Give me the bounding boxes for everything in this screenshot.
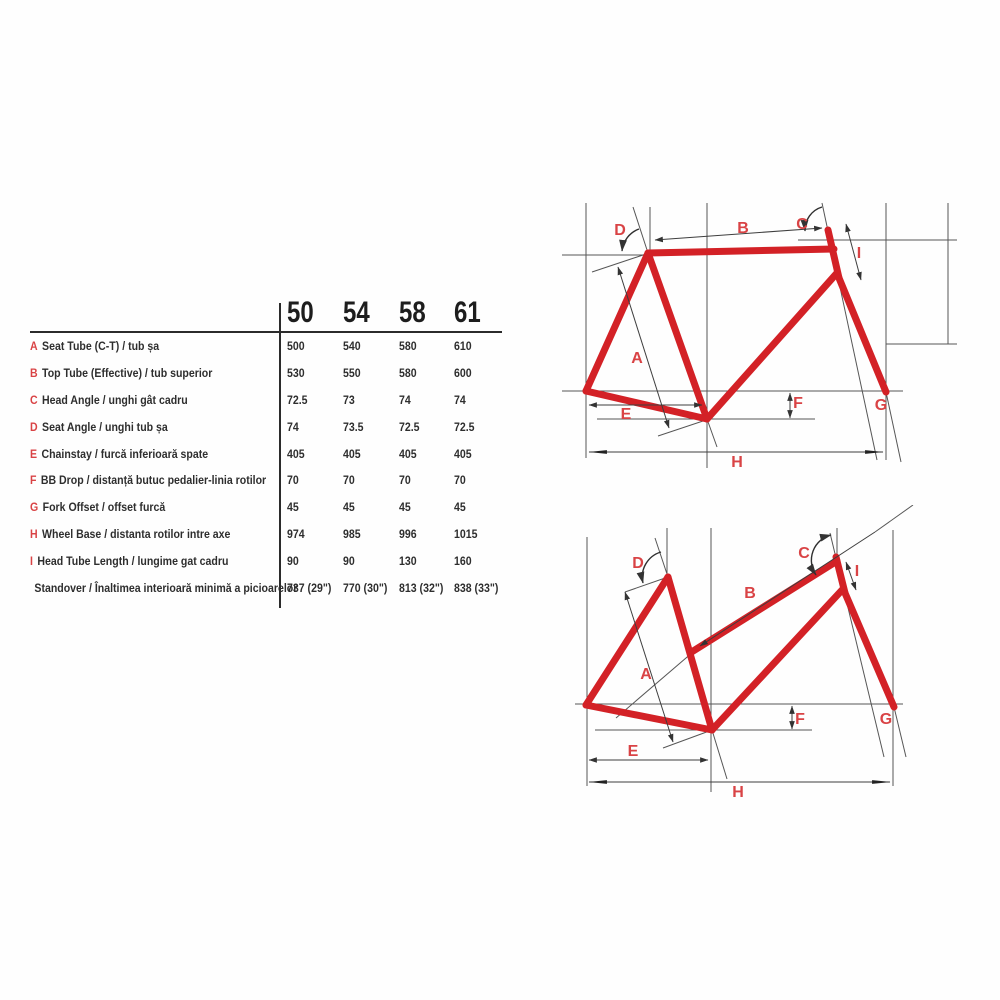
row-value: 770 (30")	[343, 580, 388, 595]
row-value: 72.5	[454, 419, 475, 434]
table-rows	[30, 333, 502, 601]
seat-angle-arc	[642, 552, 661, 583]
road-frame-diagram	[555, 195, 965, 480]
row-value: 530	[287, 366, 305, 381]
row-value: 540	[343, 339, 361, 354]
table-row	[30, 387, 502, 414]
row-value: 74	[287, 419, 299, 434]
table-row	[30, 574, 502, 601]
row-value: 73.5	[343, 419, 364, 434]
row-value: 73	[343, 392, 355, 407]
table-row	[30, 333, 502, 360]
row-letter: A	[30, 339, 38, 354]
row-value: 70	[343, 473, 355, 488]
fork-line	[839, 278, 886, 392]
down-tube-line	[712, 589, 843, 730]
row-value: 813 (32")	[399, 580, 444, 595]
fork-line	[845, 593, 894, 707]
row-label: Standover / Înaltimea interioară minimă a picioarelor	[34, 580, 298, 595]
table-row	[30, 521, 502, 548]
down-tube-line	[707, 273, 837, 419]
dim-label-seat-tube: A	[631, 350, 643, 367]
row-label: Chainstay / furcă inferioară spate	[41, 446, 209, 461]
table-header	[30, 298, 502, 330]
size-column-header: 61	[454, 296, 481, 329]
row-letter: F	[30, 473, 37, 488]
row-label: Wheel Base / distanta rotilor intre axe	[42, 526, 231, 541]
dim-label-bb-drop: F	[795, 711, 805, 728]
row-value: 74	[454, 392, 466, 407]
table-row	[30, 440, 502, 467]
row-letter: B	[30, 366, 38, 381]
row-value: 74	[399, 392, 411, 407]
dim-label-bb-drop: F	[793, 395, 803, 412]
dim-label-seat-angle: D	[632, 555, 644, 572]
row-value: 985	[343, 526, 361, 541]
seat-tube-line	[648, 253, 707, 419]
table-row	[30, 467, 502, 494]
dim-label-top-tube: B	[737, 220, 749, 237]
row-value: 580	[399, 366, 417, 381]
row-value: 996	[399, 526, 417, 541]
row-value: 550	[343, 366, 361, 381]
row-value: 72.5	[287, 392, 308, 407]
row-value: 70	[399, 473, 411, 488]
row-letter: D	[30, 419, 38, 434]
head-tube-line	[828, 230, 839, 278]
row-value: 405	[287, 446, 305, 461]
dim-label-head-tube: I	[856, 245, 862, 262]
top-tube-line	[648, 249, 834, 253]
row-label: BB Drop / distanță butuc pedalier-linia rotilor	[40, 473, 267, 488]
dim-label-chainstay: E	[627, 743, 639, 760]
size-column-header: 50	[287, 296, 314, 329]
row-value: 70	[287, 473, 299, 488]
row-value: 70	[454, 473, 466, 488]
row-letter: I	[30, 553, 33, 568]
dim-label-fork-offset: G	[879, 711, 893, 728]
row-value: 405	[454, 446, 472, 461]
row-value: 160	[454, 553, 472, 568]
row-value: 405	[343, 446, 361, 461]
row-letter: H	[30, 526, 38, 541]
dim-label-head-angle: C	[798, 545, 810, 562]
dim-label-top-tube: B	[744, 585, 756, 602]
row-value: 1015	[454, 526, 478, 541]
top-tube-line	[690, 561, 837, 653]
dim-label-seat-tube: A	[640, 666, 652, 683]
row-label: Top Tube (Effective) / tub superior	[42, 366, 213, 381]
construction-lines	[562, 203, 957, 468]
row-value: 580	[399, 339, 417, 354]
row-label: Fork Offset / offset furcă	[42, 500, 166, 515]
dim-label-head-angle: C	[796, 216, 808, 233]
dim-label-seat-angle: D	[614, 222, 626, 239]
chainstay-line	[586, 705, 712, 730]
row-value: 72.5	[399, 419, 420, 434]
dim-label-wheel-base: H	[732, 784, 744, 801]
row-value: 838 (33")	[454, 580, 499, 595]
dim-label-head-tube: I	[854, 563, 860, 580]
dim-label-fork-offset: G	[874, 397, 888, 414]
row-label: Head Tube Length / lungime gat cadru	[37, 553, 229, 568]
row-value: 90	[287, 553, 299, 568]
row-letter: C	[30, 392, 38, 407]
row-letter: E	[30, 446, 38, 461]
row-label: Seat Angle / unghi tub șa	[42, 419, 168, 434]
seat-stay-line	[586, 577, 668, 705]
row-label: Head Angle / unghi gât cadru	[42, 392, 188, 407]
row-value: 130	[399, 553, 417, 568]
row-value: 600	[454, 366, 472, 381]
row-value: 45	[399, 500, 411, 515]
table-row	[30, 413, 502, 440]
size-column-header: 54	[343, 296, 370, 329]
row-value: 974	[287, 526, 305, 541]
row-value: 45	[343, 500, 355, 515]
row-value: 90	[343, 553, 355, 568]
dimension-lines	[589, 207, 883, 452]
table-row	[30, 547, 502, 574]
table-row	[30, 494, 502, 521]
size-column-header: 58	[399, 296, 426, 329]
row-value: 405	[399, 446, 417, 461]
row-value: 500	[287, 339, 305, 354]
row-value: 45	[454, 500, 466, 515]
dim-label-wheel-base: H	[731, 454, 743, 471]
dim-label-chainstay: E	[620, 406, 632, 423]
row-value: 45	[287, 500, 299, 515]
seat-stay-line	[586, 253, 648, 391]
row-value: 610	[454, 339, 472, 354]
row-label: Seat Tube (C-T) / tub șa	[42, 339, 160, 354]
row-value: 737 (29")	[287, 580, 332, 595]
head-tube-line	[836, 557, 845, 593]
step-through-frame-diagram	[555, 505, 965, 805]
table-row	[30, 360, 502, 387]
row-letter: G	[30, 500, 39, 515]
